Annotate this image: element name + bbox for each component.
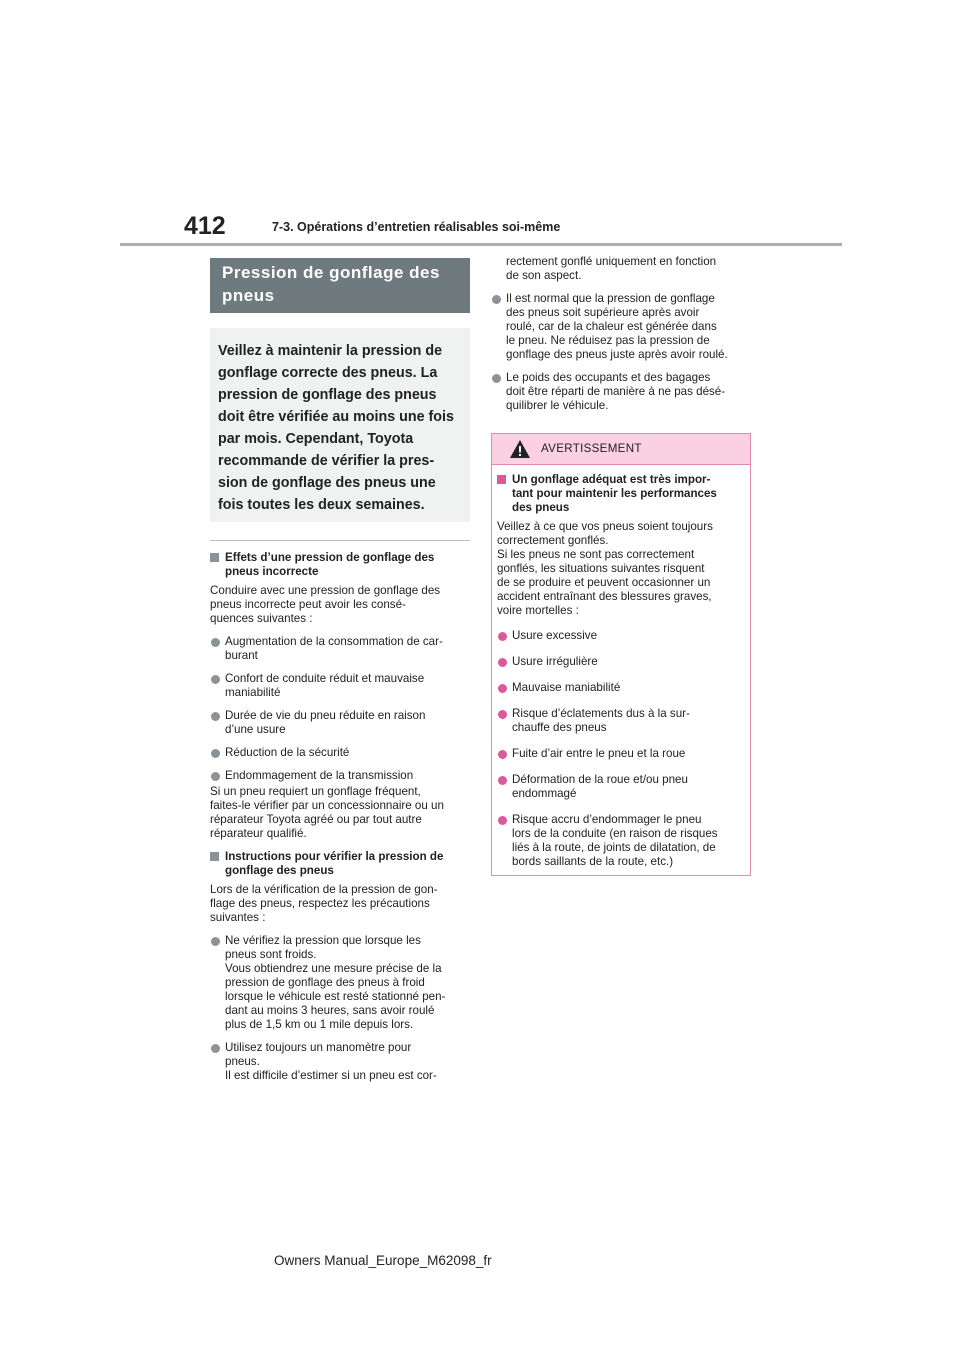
text-line: de son aspect. bbox=[506, 269, 582, 282]
intro-line: gonflage correcte des pneus. La bbox=[218, 365, 438, 381]
heading-line: Un gonflage adéquat est très impor- bbox=[512, 473, 711, 486]
instructions-intro bbox=[210, 883, 470, 925]
circle-bullet-icon bbox=[211, 937, 220, 946]
circle-bullet-icon bbox=[492, 374, 501, 383]
circle-bullet-icon bbox=[498, 684, 507, 693]
text-line: gonflage des pneus juste après avoir roulé. bbox=[506, 348, 728, 361]
warning-title: AVERTISSEMENT bbox=[541, 442, 642, 455]
text-line: bords saillants de la route, etc.) bbox=[512, 855, 674, 868]
footer-text: Owners Manual_Europe_M62098_fr bbox=[274, 1253, 492, 1268]
text-line: Fuite d’air entre le pneu et la roue bbox=[512, 747, 686, 760]
text-line: le pneu. Ne réduisez pas la pression de bbox=[506, 334, 710, 347]
text-line: Le poids des occupants et des bagages bbox=[506, 371, 711, 384]
text-line: accident entraînant des blessures graves, bbox=[497, 590, 712, 603]
text-line: Déformation de la roue et/ou pneu bbox=[512, 773, 688, 786]
text-line: Veillez à ce que vos pneus soient toujours bbox=[497, 520, 713, 533]
text-line: Lors de la vérification de la pression de gon- bbox=[210, 883, 438, 896]
text-line: Risque accru d’endommager le pneu bbox=[512, 813, 702, 826]
heading-line: gonflage des pneus bbox=[225, 864, 334, 877]
divider bbox=[210, 540, 470, 541]
continued-text bbox=[491, 255, 751, 283]
text-line: flage des pneus, respectez les précautions bbox=[210, 897, 430, 910]
circle-bullet-icon bbox=[211, 712, 220, 721]
text-line: quences suivantes : bbox=[210, 612, 313, 625]
text-line: de se produire et peuvent occasionner un bbox=[497, 576, 711, 589]
circle-bullet-icon bbox=[211, 1044, 220, 1053]
section-title-line: pneus bbox=[222, 286, 275, 305]
instructions-bullet bbox=[491, 292, 751, 362]
warning-bullet bbox=[497, 629, 745, 643]
text-line: liés à la route, de joints de dilatation, de bbox=[512, 841, 716, 854]
text-line: Augmentation de la consommation de car- bbox=[225, 635, 443, 648]
text-line: roulé, car de la chaleur est générée dans bbox=[506, 320, 717, 333]
section-title-line: Pression de gonflage des bbox=[222, 263, 440, 282]
text-line: Usure irrégulière bbox=[512, 655, 598, 668]
text-line: faites-le vérifier par un concessionnaire ou un bbox=[210, 799, 444, 812]
text-line: pneus. bbox=[225, 1055, 260, 1068]
text-line: maniabilité bbox=[225, 686, 281, 699]
circle-bullet-icon bbox=[498, 710, 507, 719]
heading-line: Instructions pour vérifier la pression de bbox=[225, 850, 444, 863]
square-bullet-icon bbox=[210, 852, 219, 861]
text-line: Il est normal que la pression de gonflage bbox=[506, 292, 715, 305]
text-line: Risque d’éclatements dus à la sur- bbox=[512, 707, 690, 720]
heading-line: tant pour maintenir les performances bbox=[512, 487, 717, 500]
section-title bbox=[210, 258, 470, 313]
text-line: lorsque le véhicule est resté stationné pen- bbox=[225, 990, 446, 1003]
circle-bullet-icon bbox=[498, 632, 507, 641]
instructions-heading bbox=[210, 850, 470, 878]
intro-box bbox=[210, 328, 470, 522]
heading-line: pneus incorrecte bbox=[225, 565, 319, 578]
text-line: réparateur Toyota agréé ou par tout autre bbox=[210, 813, 422, 826]
instructions-bullet bbox=[491, 371, 751, 413]
text-line: dant au moins 3 heures, sans avoir roulé bbox=[225, 1004, 435, 1017]
text-line: doit être réparti de manière à ne pas désé- bbox=[506, 385, 726, 398]
warning-heading bbox=[497, 473, 745, 515]
effects-bullet bbox=[210, 635, 470, 663]
text-line: burant bbox=[225, 649, 258, 662]
warning-header bbox=[492, 434, 750, 465]
text-line: Réduction de la sécurité bbox=[225, 746, 350, 759]
text-line: lors de la conduite (en raison de risques bbox=[512, 827, 718, 840]
text-line: Ne vérifiez la pression que lorsque les bbox=[225, 934, 421, 947]
circle-bullet-icon bbox=[498, 816, 507, 825]
instructions-bullet bbox=[210, 934, 470, 1032]
intro-line: doit être vérifiée au moins une fois bbox=[218, 409, 454, 425]
text-line: d’une usure bbox=[225, 723, 286, 736]
effects-bullet bbox=[210, 746, 470, 760]
square-bullet-icon bbox=[210, 553, 219, 562]
text-line: des pneus soit supérieure après avoir bbox=[506, 306, 700, 319]
instructions-bullet bbox=[210, 1041, 470, 1083]
circle-bullet-icon bbox=[211, 772, 220, 781]
text-line: gonflés, les situations suivantes risquent bbox=[497, 562, 705, 575]
heading-line: Effets d’une pression de gonflage des bbox=[225, 551, 435, 564]
warning-bullet bbox=[497, 707, 745, 735]
text-line: pneus sont froids. bbox=[225, 948, 317, 961]
warning-text bbox=[497, 520, 745, 618]
text-line: chauffe des pneus bbox=[512, 721, 607, 734]
text-line: Endommagement de la transmission bbox=[225, 769, 414, 782]
text-line: quilibrer le véhicule. bbox=[506, 399, 609, 412]
text-line: Si les pneus ne sont pas correctement bbox=[497, 548, 695, 561]
text-line: Utilisez toujours un manomètre pour bbox=[225, 1041, 412, 1054]
text-line: Il est difficile d’estimer si un pneu est cor- bbox=[225, 1069, 437, 1082]
circle-bullet-icon bbox=[498, 750, 507, 759]
intro-line: recommande de vérifier la pres- bbox=[218, 453, 435, 469]
circle-bullet-icon bbox=[211, 749, 220, 758]
header-rule bbox=[120, 243, 842, 246]
warning-bullet bbox=[497, 655, 745, 669]
warning-triangle-icon bbox=[509, 439, 531, 459]
text-line: Si un pneu requiert un gonflage fréquent, bbox=[210, 785, 421, 798]
square-bullet-icon bbox=[497, 475, 506, 484]
warning-bullet bbox=[497, 747, 745, 761]
left-column bbox=[210, 258, 470, 1092]
text-line: endommagé bbox=[512, 787, 577, 800]
warning-bullet bbox=[497, 681, 745, 695]
effects-heading bbox=[210, 551, 470, 579]
circle-bullet-icon bbox=[498, 776, 507, 785]
intro-line: par mois. Cependant, Toyota bbox=[218, 431, 414, 447]
text-line: pneus incorrecte peut avoir les consé- bbox=[210, 598, 406, 611]
circle-bullet-icon bbox=[492, 295, 501, 304]
intro-line: sion de gonflage des pneus une bbox=[218, 475, 436, 491]
intro-line: Veillez à maintenir la pression de bbox=[218, 343, 443, 359]
circle-bullet-icon bbox=[211, 675, 220, 684]
text-line: correctement gonflés. bbox=[497, 534, 609, 547]
text-line: Durée de vie du pneu réduite en raison bbox=[225, 709, 426, 722]
text-line: plus de 1,5 km ou 1 mile depuis lors. bbox=[225, 1018, 414, 1031]
heading-line: des pneus bbox=[512, 501, 570, 514]
effects-intro bbox=[210, 584, 470, 626]
right-column bbox=[491, 255, 751, 876]
intro-line: pression de gonflage des pneus bbox=[218, 387, 437, 403]
text-line: Confort de conduite réduit et mauvaise bbox=[225, 672, 425, 685]
text-line: Mauvaise maniabilité bbox=[512, 681, 621, 694]
chapter-title: 7-3. Opérations d’entretien réalisables soi-même bbox=[272, 220, 561, 234]
text-line: pression de gonflage des pneus à froid bbox=[225, 976, 425, 989]
effects-bullet bbox=[210, 672, 470, 700]
warning-bullet bbox=[497, 813, 745, 869]
effects-after bbox=[210, 785, 470, 841]
intro-line: fois toutes les deux semaines. bbox=[218, 497, 425, 513]
text-line: voire mortelles : bbox=[497, 604, 579, 617]
warning-body bbox=[492, 465, 750, 869]
text-line: Usure excessive bbox=[512, 629, 598, 642]
text-line: rectement gonflé uniquement en fonction bbox=[506, 255, 717, 268]
text-line: suivantes : bbox=[210, 911, 266, 924]
circle-bullet-icon bbox=[211, 638, 220, 647]
warning-box bbox=[491, 433, 751, 876]
warning-bullet bbox=[497, 773, 745, 801]
page-number: 412 bbox=[184, 212, 226, 240]
text-line: Conduire avec une pression de gonflage des bbox=[210, 584, 441, 597]
circle-bullet-icon bbox=[498, 658, 507, 667]
text-line: Vous obtiendrez une mesure précise de la bbox=[225, 962, 442, 975]
effects-bullet bbox=[210, 769, 470, 783]
text-line: réparateur qualifié. bbox=[210, 827, 307, 840]
effects-bullet bbox=[210, 709, 470, 737]
